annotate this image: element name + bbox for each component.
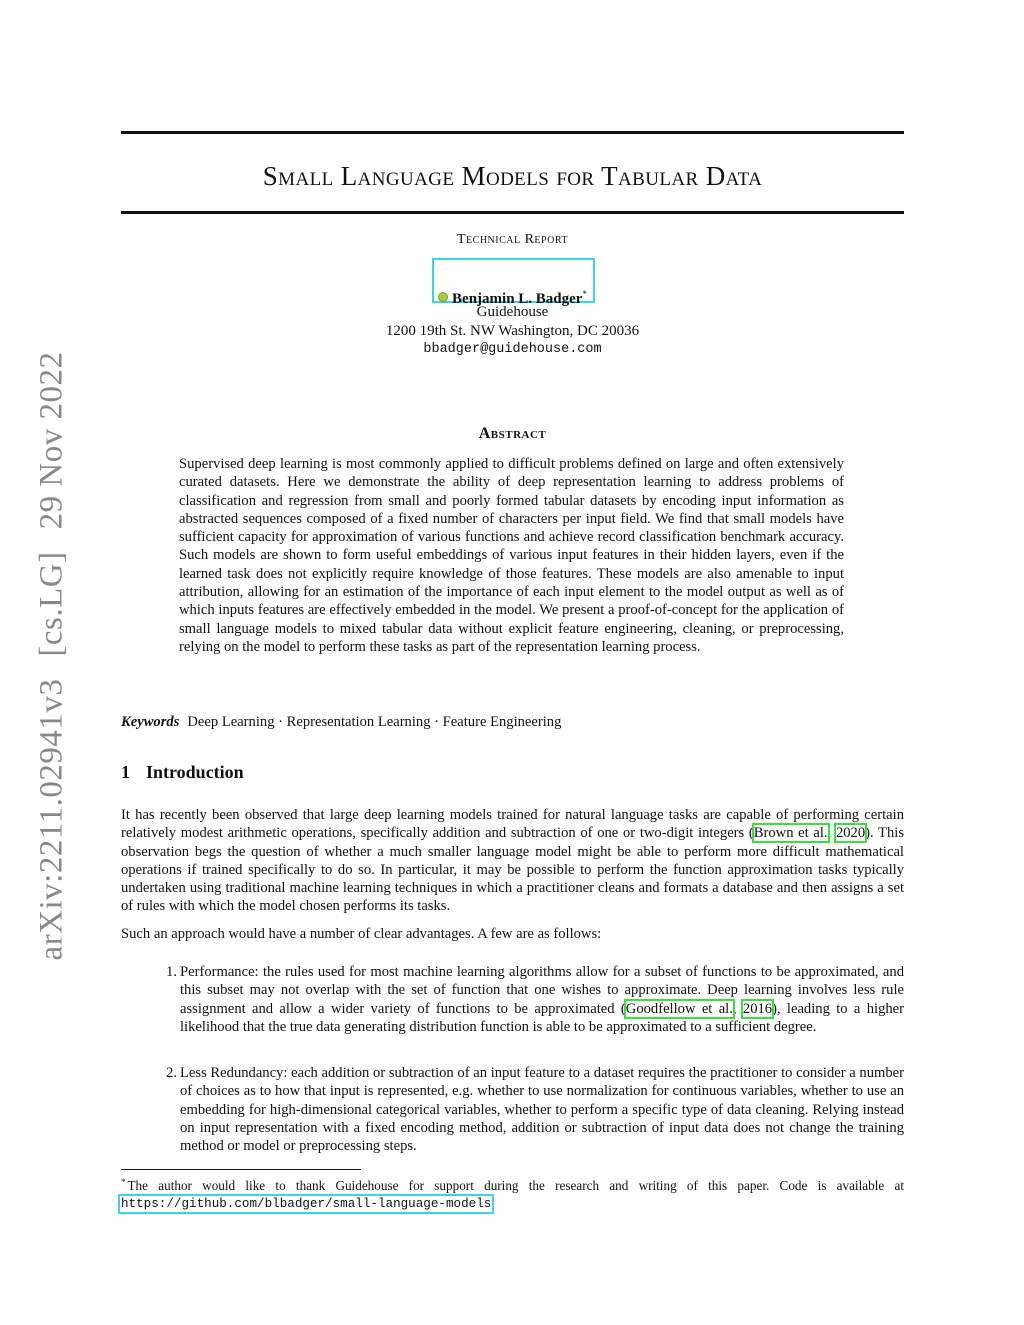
footnote-rule [121, 1169, 361, 1170]
item1-text-a: Performance: the rules used for most machine learning algorithms allow for a subset of functions to be approximated, and this subset may not overlap with the set of function that one wishes to approximate. Deep learning involves less rule assignment and allow a wider variety of functions to be approximated ( [180, 964, 904, 1017]
footnote-text: The author would like to thank Guidehouse for support during the research and writing of this paper. Code is available at [127, 1178, 904, 1193]
citation-goodfellow-year[interactable]: 2016 [742, 1000, 773, 1017]
footnote [121, 1174, 904, 1213]
citation-brown-year[interactable]: 2020 [835, 825, 866, 842]
arxiv-date: 29 Nov 2022 [33, 351, 70, 530]
author-footnote-mark[interactable]: * [582, 289, 587, 299]
citation-brown[interactable]: Brown et al. [753, 825, 828, 842]
citation-goodfellow[interactable]: Goodfellow et al. [625, 1000, 733, 1017]
author-organization: Guidehouse [476, 304, 549, 320]
title-rule-top [121, 131, 904, 134]
arxiv-identifier-stamp [34, 330, 71, 961]
citation-separator: , [732, 1000, 743, 1017]
keywords-label: Keywords [121, 714, 180, 730]
keywords-text: Deep Learning · Representation Learning · Feature Engineering [187, 714, 562, 730]
abstract-text: Supervised deep learning is most commonly applied to difficult problems defined on large and often extensively curated datasets. Here we demonstrate the ability of deep representation learning to address problems of classification and regression from small and poorly formed tabular datasets by encoding input information as abstracted sequences composed of a fixed number of characters per input field. We find that small models have sufficient capacity for approximation of various functions and achieve record classification benchmark accuracy. Such models are shown to form useful embeddings of various input features in their hidden layers, even if the learned task does not explicitly require knowledge of those features. These models are also amenable to input attribution, allowing for an estimation of the importance of each input element to the model output as well as of which inputs features are effectively embedded in the model. We present a proof-of-concept for the application of small language models to mixed tabular data without explicit feature engineering, cleaning, or preprocessing, relying on the model to perform these tasks as part of the representation learning process. [179, 456, 844, 655]
list-marker: 1. [166, 964, 177, 980]
report-type: Technical Report [456, 232, 568, 247]
section-number: 1 [121, 762, 130, 782]
footnote-end: . [491, 1195, 495, 1210]
intro-paragraph-1 [121, 806, 904, 916]
title-rule-bottom [121, 211, 904, 214]
intro-p1-text-a: It has recently been observed that large deep learning models trained for natural language tasks are capable of performing certain relatively modest arithmetic operations, specifically addition and subtraction of one or two-digit integers ( [121, 807, 904, 842]
author-email: bbadger@guidehouse.com [423, 342, 602, 357]
intro-paragraph-2: Such an approach would have a number of clear advantages. A few are as follows: [121, 926, 602, 942]
section-heading-introduction [121, 762, 244, 783]
list-item-text [180, 963, 904, 1036]
code-repository-link[interactable]: https://github.com/blbadger/small-language-models [121, 1197, 492, 1211]
arxiv-id[interactable]: arXiv:2211.02941v3 [33, 678, 70, 961]
list-item-text: Less Redundancy: each addition or subtraction of an input feature to a dataset requires the practitioner to consider a number of choices as to how that input is represented, e.g. whether to use normalization for continuous variables, whether to use an embedding for high-dimensional categorical variables, whether to perform a specific type of data cleaning. Relying instead on input representation with a fixed encoding method, addition or subtraction of input data does not change the training method or model or preprocessing steps. [180, 1065, 904, 1155]
keywords-line [121, 714, 904, 731]
citation-separator: , [827, 825, 836, 842]
list-marker: 2. [166, 1065, 177, 1081]
author-address: 1200 19th St. NW Washington, DC 20036 [385, 323, 640, 339]
paper-title: Small Language Models for Tabular Data [262, 161, 763, 191]
section-title: Introduction [146, 762, 244, 782]
item1-text-b: ), leading to a higher likelihood that the true data generating distribution function is able to be approximated to a sufficient degree. [180, 1000, 904, 1035]
abstract-heading: Abstract [478, 425, 547, 442]
footnote-symbol: * [121, 1177, 126, 1187]
author-name[interactable]: Benjamin L. Badger [452, 291, 583, 307]
intro-p1-text-b: ). This observation begs the question of whether a much smaller language model might be able to perform more difficult mathematical operations if trained specifically to do so. In particular, it may be possible to perform the function approximation tasks typically undertaken using traditional machine learning techniques in which a practitioner cleans and formats a database and then assigns a set of rules with which the model chosen performs its tasks. [121, 825, 905, 915]
arxiv-category: [cs.LG] [33, 551, 70, 657]
orcid-icon[interactable] [438, 292, 448, 302]
